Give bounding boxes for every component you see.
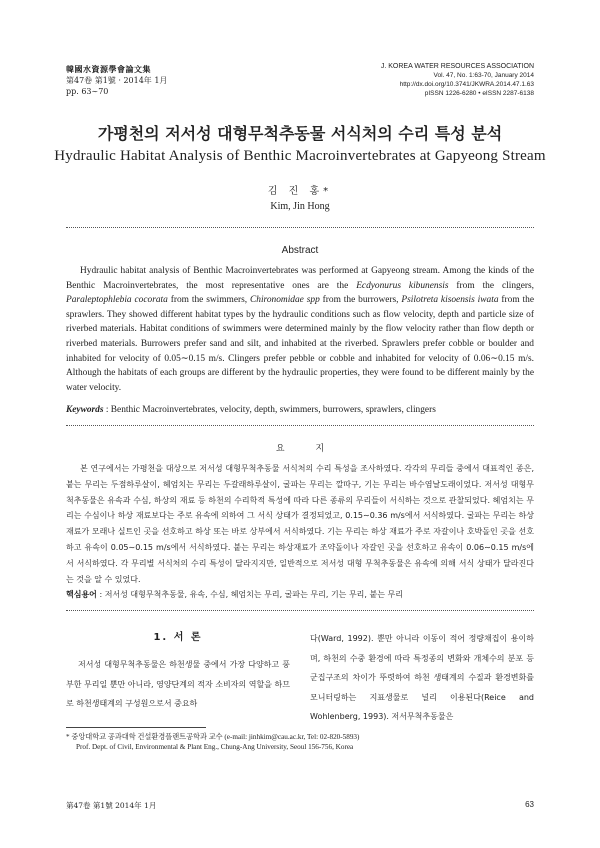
keywords-ko-text: : 저서성 대형무척추동물, 유속, 수심, 헤엄치는 무리, 굴파는 무리, 기는 무리, 붙는 무리 — [96, 590, 403, 599]
abstract-text: from the swimmers, — [167, 295, 251, 306]
divider — [66, 610, 534, 611]
species-name: Ecdyonurus kibunensis — [356, 280, 449, 291]
author-ko: 김 진 홍* — [267, 186, 333, 197]
title-en: Hydraulic Habitat Analysis of Benthic Macroinvertebrates at Gapyeong Stream — [54, 148, 546, 164]
pages-ko: pp. 63∼70 — [66, 87, 109, 96]
abstract-text: from the sprawlers. They showed different habitat types by the hydraulic conditions such as flow velocity, depth and particle size of riverbed materials. Habitat conditions of swimmers were determined mainly by the flow velocity rather than flow depth or riverbed materials. Burrowers prefer sand and silt, and inhabited at the riverbed. Sprawlers prefer cobble or boulder and inhabited for velocity of 0.05∼0.15 m/s. Clingers prefer pebble or cobble and inhabited for velocity of 0.06∼0.15 m/s. Although the habitats of each groups are different by the hydraulic properties, they were found to be different mainly by the water velocity. — [66, 295, 535, 393]
journal-header-en — [381, 62, 534, 98]
journal-name-en: J. KOREA WATER RESOURCES ASSOCIATION — [380, 63, 534, 70]
footnote — [66, 732, 534, 752]
abstract-text: from the burrowers, — [319, 295, 402, 306]
footnote-rule — [66, 727, 206, 728]
footnote-line: * 중앙대학교 공과대학 건설환경플랜트공학과 교수 (e-mail: jinhkim@cau.ac.kr, Tel: 02-820-5893) — [66, 733, 360, 741]
species-name: Psilotreta kisoensis iwata — [401, 295, 499, 306]
species-name: Chironomidae spp — [250, 295, 320, 306]
body-column-left: 저서성 대형무척추동물은 하천생물 중에서 가장 다양하고 풍부한 무리일 뿐만 아니라, 영양단계의 적자 소비자의 역할을 하므로 하천생태계의 구성원으로서 중요하 — [66, 660, 290, 709]
keywords — [66, 404, 534, 417]
keywords-label: Keywords — [66, 405, 104, 415]
title-ko: 가평천의 저서성 대형무척추동물 서식처의 수리 특성 분석 — [97, 124, 503, 143]
species-name: Paraleptophlebia cocorata — [66, 295, 168, 306]
volume-ko: 第47卷 第1號 · 2014年 1月 — [66, 76, 168, 85]
abstract-text: from the clingers, — [448, 280, 534, 291]
author-en: Kim, Jin Hong — [270, 201, 330, 212]
divider — [66, 425, 534, 426]
body-column-right: 다(Ward, 1992). 뿐만 아니라 이동이 적어 정량채집이 용이하며, 하천의 수중 환경에 따라 특정종의 변화와 개체수의 분포 등 군집구조의 차이가 뚜렷하여 하천 생태계의 수질과 환경변화를 모니터링하는 지표생물로 널리 이용된다(Reice and Wohlenberg, 1993). 저서무척추동물은 — [310, 634, 534, 722]
section-heading: 1. 서 론 — [153, 632, 203, 643]
summary-heading: 요 지 — [275, 444, 339, 454]
abstract-body — [66, 264, 534, 395]
journal-header-ko — [66, 64, 167, 97]
volume-en: Vol. 47, No. 1:63-70, January 2014 — [433, 72, 534, 79]
footnote-line: Prof. Dept. of Civil, Environmental & Plant Eng., Chung-Ang University, Seoul 156-756, Korea — [76, 743, 354, 751]
keywords-ko — [66, 589, 534, 601]
journal-name-ko: 韓國水資源學會論文集 — [66, 65, 151, 74]
keywords-text: : Benthic Macroinvertebrates, velocity, depth, swimmers, burrowers, sprawlers, clingers — [103, 405, 436, 415]
divider — [66, 227, 534, 228]
page-number: 63 — [525, 800, 534, 809]
footer-issue: 第47卷 第1號 2014年 1月 — [66, 801, 157, 810]
doi-link[interactable]: http://dx.doi.org/10.3741/JKWRA.2014.47.1.63 — [399, 81, 534, 88]
issn: pISSN 1226-6280 • eISSN 2287-6138 — [424, 90, 534, 97]
abstract-heading: Abstract — [281, 245, 319, 256]
keywords-ko-label: 핵심용어 — [66, 590, 97, 599]
summary-body: 본 연구에서는 가평천을 대상으로 저서성 대형무척추동물 서식처의 수리 특성을 조사하였다. 각각의 무리들 중에서 대표적인 종은, 붙는 무리는 두점하루살이, 헤엄치는 무리는 두갈래하루살이, 굴파는 무리는 깔따구, 기는 무리는 바수염날도래이었다. 저서성 대형무척추동물은 유속과 수심, 하상의 재료 등 하천의 수리학적 특성에 따라 다른 종류의 무리들이 서식하는 것으로 관찰되었다. 헤엄치는 무리는 수심이나 하상 재료보다는 주로 유속에 의하여 그 서식 상태가 결정되었고, 0.15∼0.36 m/s에서 서식하였다. 굴파는 무리는 하상 재료가 모래나 실트인 곳을 선호하고 하상 또는 바로 상부에서 서식하였다. 기는 무리는 하상 재료가 주로 자갈이나 호박돌인 곳을 선호하고 유속이 0.05∼0.15 m/s에서 서식하였다. 붙는 무리는 하상재료가 조약돌이나 자갈인 곳을 선호하고 유속이 0.06∼0.15 m/s에서 서식하였다. 각 무리별 서식처의 수리 특성이 달라지지만, 일반적으로 저서성 대형 무척추동물은 유속에 의해 서식 상태가 달라진다는 것을 알 수 있었다. — [66, 464, 534, 584]
abstract-text: Hydraulic habitat analysis of Benthic Macroinvertebrates was performed at Gapyeong stream. Among the kinds of the Benthic Macroinvertebrates, the most representative ones are the — [66, 266, 534, 291]
